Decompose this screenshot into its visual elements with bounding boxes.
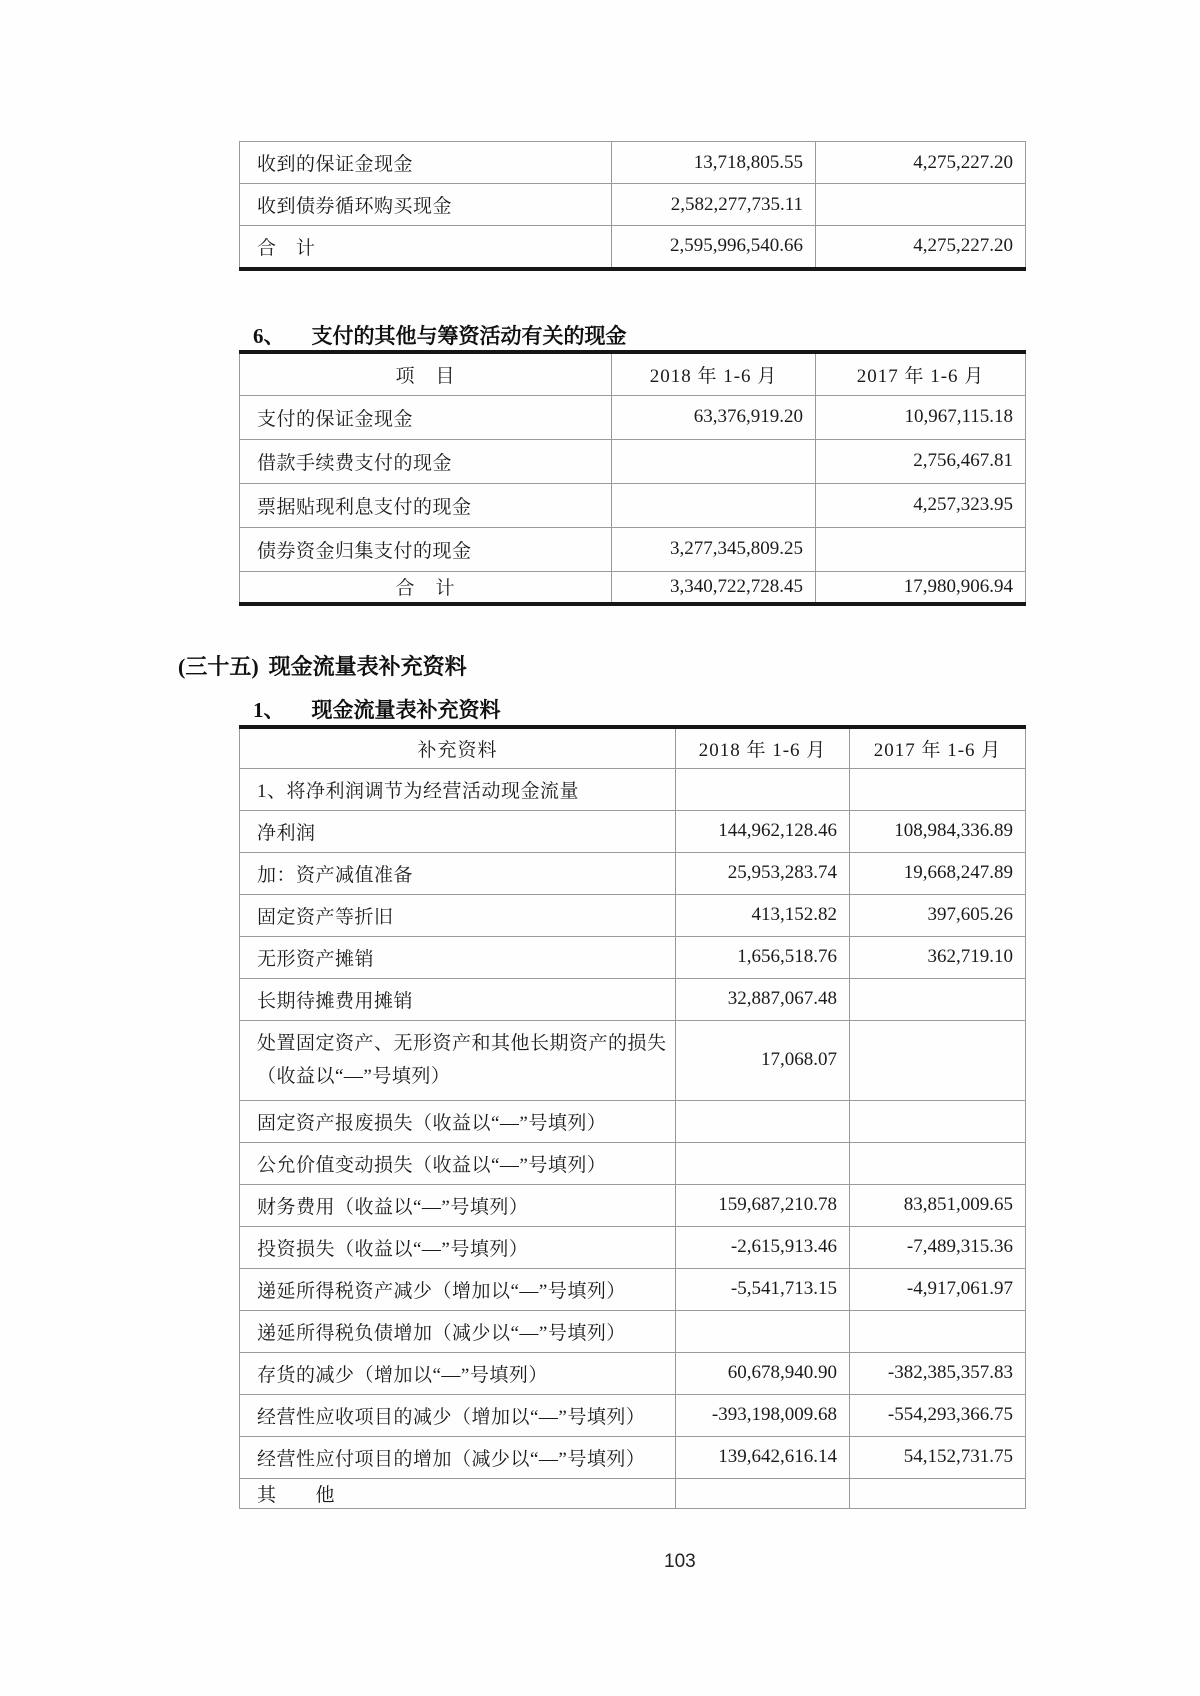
row-label: 票据贴现利息支付的现金 bbox=[240, 483, 612, 527]
row-value-2017: 108,984,336.89 bbox=[850, 810, 1026, 852]
total-row bbox=[240, 571, 1026, 604]
row-label: 存货的减少（增加以“—”号填列） bbox=[240, 1352, 676, 1394]
row-label: 递延所得税资产减少（增加以“—”号填列） bbox=[240, 1268, 676, 1310]
table-row bbox=[240, 1100, 1026, 1142]
table-row bbox=[240, 1352, 1026, 1394]
row-value-2017: -554,293,366.75 bbox=[850, 1394, 1026, 1436]
row-label: 债券资金归集支付的现金 bbox=[240, 527, 612, 571]
table-row bbox=[240, 1268, 1026, 1310]
row-label: 合 计 bbox=[240, 226, 612, 269]
row-value-2018: 139,642,616.14 bbox=[676, 1436, 850, 1478]
column-header-2018: 2018 年 1-6 月 bbox=[676, 727, 850, 768]
table-row bbox=[240, 936, 1026, 978]
row-label: 收到债券循环购买现金 bbox=[240, 184, 612, 226]
row-value-2018 bbox=[676, 1142, 850, 1184]
row-value-2018: 17,068.07 bbox=[676, 1020, 850, 1100]
carryover-table bbox=[239, 141, 1026, 271]
row-value-2017 bbox=[816, 184, 1026, 226]
row-label: 无形资产摊销 bbox=[240, 936, 676, 978]
table-row bbox=[240, 1226, 1026, 1268]
row-value-2017: -7,489,315.36 bbox=[850, 1226, 1026, 1268]
table-row bbox=[240, 439, 1026, 483]
row-value-2017 bbox=[850, 978, 1026, 1020]
row-label: 加：资产减值准备 bbox=[240, 852, 676, 894]
section-title: 支付的其他与筹资活动有关的现金 bbox=[311, 324, 627, 348]
row-value-2018 bbox=[612, 483, 816, 527]
row-value-2018: 1,656,518.76 bbox=[676, 936, 850, 978]
row-value-2018 bbox=[612, 439, 816, 483]
column-header-2018: 2018 年 1-6 月 bbox=[612, 352, 816, 395]
row-value-2017: -382,385,357.83 bbox=[850, 1352, 1026, 1394]
table-row bbox=[240, 1020, 1026, 1100]
chapter-heading bbox=[178, 650, 467, 681]
section-number: 6、 bbox=[253, 324, 285, 348]
column-header-2017: 2017 年 1-6 月 bbox=[850, 727, 1026, 768]
header-row bbox=[240, 727, 1026, 768]
row-value-2017 bbox=[850, 1142, 1026, 1184]
row-value-2018: 60,678,940.90 bbox=[676, 1352, 850, 1394]
table-row bbox=[240, 184, 1026, 226]
row-value-2017 bbox=[850, 1100, 1026, 1142]
row-value-2017: 362,719.10 bbox=[850, 936, 1026, 978]
table-row bbox=[240, 810, 1026, 852]
table-row bbox=[240, 894, 1026, 936]
column-header-item: 补充资料 bbox=[240, 727, 676, 768]
subsection-number: 1、 bbox=[253, 698, 285, 722]
row-value-2018: 25,953,283.74 bbox=[676, 852, 850, 894]
row-label bbox=[240, 1020, 676, 1100]
row-value-2018: -393,198,009.68 bbox=[676, 1394, 850, 1436]
row-value-2018: 3,277,345,809.25 bbox=[612, 527, 816, 571]
row-value-2018: 2,582,277,735.11 bbox=[612, 184, 816, 226]
row-value-2017: 83,851,009.65 bbox=[850, 1184, 1026, 1226]
row-label: 净利润 bbox=[240, 810, 676, 852]
row-value-2018: 13,718,805.55 bbox=[612, 142, 816, 184]
chapter-title: 现金流量表补充资料 bbox=[268, 654, 467, 679]
row-value-2018: -2,615,913.46 bbox=[676, 1226, 850, 1268]
header-row bbox=[240, 352, 1026, 395]
row-value-2017 bbox=[850, 1020, 1026, 1100]
row-value-2017 bbox=[850, 1310, 1026, 1352]
section-heading bbox=[253, 320, 627, 350]
row-label: 投资损失（收益以“—”号填列） bbox=[240, 1226, 676, 1268]
subsection-title: 现金流量表补充资料 bbox=[311, 698, 501, 722]
row-label: 收到的保证金现金 bbox=[240, 142, 612, 184]
row-value-2017 bbox=[816, 527, 1026, 571]
chapter-number: (三十五) bbox=[178, 654, 259, 679]
table-row bbox=[240, 1394, 1026, 1436]
row-label: 其 他 bbox=[240, 1478, 676, 1508]
table-row bbox=[240, 1142, 1026, 1184]
row-label: 1、将净利润调节为经营活动现金流量 bbox=[240, 768, 676, 810]
row-value-2017 bbox=[850, 1478, 1026, 1508]
table-row bbox=[240, 852, 1026, 894]
table-row bbox=[240, 978, 1026, 1020]
row-label: 支付的保证金现金 bbox=[240, 395, 612, 439]
row-value-2017: 397,605.26 bbox=[850, 894, 1026, 936]
row-value-2018: 413,152.82 bbox=[676, 894, 850, 936]
subsection-heading bbox=[253, 694, 501, 724]
row-value-2017 bbox=[850, 768, 1026, 810]
row-value-2018 bbox=[676, 768, 850, 810]
section6-table bbox=[239, 350, 1026, 606]
supplement-table bbox=[239, 725, 1026, 1509]
row-label: 借款手续费支付的现金 bbox=[240, 439, 612, 483]
table-row bbox=[240, 1310, 1026, 1352]
table-row bbox=[240, 1436, 1026, 1478]
row-value-2018 bbox=[676, 1478, 850, 1508]
table-row bbox=[240, 527, 1026, 571]
table-row bbox=[240, 483, 1026, 527]
row-label: 合 计 bbox=[240, 571, 612, 604]
row-label: 固定资产报废损失（收益以“—”号填列） bbox=[240, 1100, 676, 1142]
table-row bbox=[240, 395, 1026, 439]
row-value-2018: 144,962,128.46 bbox=[676, 810, 850, 852]
row-value-2018: 2,595,996,540.66 bbox=[612, 226, 816, 269]
row-label: 经营性应付项目的增加（减少以“—”号填列） bbox=[240, 1436, 676, 1478]
row-label: 固定资产等折旧 bbox=[240, 894, 676, 936]
row-label: 财务费用（收益以“—”号填列） bbox=[240, 1184, 676, 1226]
row-value-2018: 63,376,919.20 bbox=[612, 395, 816, 439]
table-row bbox=[240, 1184, 1026, 1226]
row-value-2017: 10,967,115.18 bbox=[816, 395, 1026, 439]
table-row bbox=[240, 142, 1026, 184]
page-number: 103 bbox=[664, 1551, 696, 1572]
column-header-2017: 2017 年 1-6 月 bbox=[816, 352, 1026, 395]
row-label-line1: 处置固定资产、无形资产和其他长期资产的损失 bbox=[257, 1033, 667, 1054]
row-value-2017: -4,917,061.97 bbox=[850, 1268, 1026, 1310]
row-value-2018: 3,340,722,728.45 bbox=[612, 571, 816, 604]
row-value-2017: 19,668,247.89 bbox=[850, 852, 1026, 894]
row-value-2018: 159,687,210.78 bbox=[676, 1184, 850, 1226]
total-row bbox=[240, 226, 1026, 269]
row-value-2018 bbox=[676, 1310, 850, 1352]
row-value-2017: 4,275,227.20 bbox=[816, 142, 1026, 184]
column-header-item: 项 目 bbox=[240, 352, 612, 395]
row-value-2018 bbox=[676, 1100, 850, 1142]
row-value-2017: 4,257,323.95 bbox=[816, 483, 1026, 527]
row-value-2017: 17,980,906.94 bbox=[816, 571, 1026, 604]
row-value-2017: 54,152,731.75 bbox=[850, 1436, 1026, 1478]
row-label: 长期待摊费用摊销 bbox=[240, 978, 676, 1020]
row-value-2017: 2,756,467.81 bbox=[816, 439, 1026, 483]
table-row bbox=[240, 1478, 1026, 1508]
row-label: 递延所得税负债增加（减少以“—”号填列） bbox=[240, 1310, 676, 1352]
row-value-2018: 32,887,067.48 bbox=[676, 978, 850, 1020]
row-value-2018: -5,541,713.15 bbox=[676, 1268, 850, 1310]
row-label-line2: （收益以“—”号填列） bbox=[257, 1066, 451, 1087]
table-row bbox=[240, 768, 1026, 810]
row-label: 公允价值变动损失（收益以“—”号填列） bbox=[240, 1142, 676, 1184]
row-label: 经营性应收项目的减少（增加以“—”号填列） bbox=[240, 1394, 676, 1436]
row-value-2017: 4,275,227.20 bbox=[816, 226, 1026, 269]
